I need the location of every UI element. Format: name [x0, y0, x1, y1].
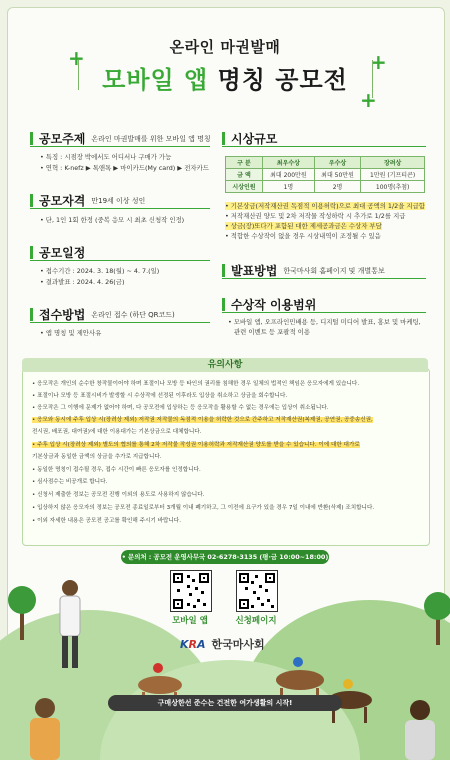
notice-line: 전시권, 배포권, 대여권)에 대한 이용대가는 기본상금으로 대체합니다. [32, 429, 202, 435]
plus-decoration-icon: + [68, 46, 85, 70]
divider [222, 146, 426, 147]
table-row [226, 169, 425, 181]
awards-note-1-text: • 기본상금(저작재산권 독점적 이용허락)으로 최대 공액의 1/2을 지급함 [225, 202, 425, 210]
topic-line-2: • 연혁 : K-nefz ▶ 톡앤톡 ▶ 마이카드(My card) ▶ 전자카드 [40, 164, 209, 172]
notice-line: • 동일한 명칭이 접수될 경우, 접수 시간이 빠른 응모자를 인정합니다. [32, 467, 201, 473]
section-announce-title [222, 262, 385, 279]
awards-header-row [226, 157, 425, 169]
divider [30, 260, 210, 261]
notice-line: 기본상금과 동일한 금액의 상금을 추가로 지급합니다. [32, 454, 162, 460]
title-black: 명칭 공모전 [217, 66, 348, 94]
awards-table [225, 156, 425, 193]
table-cell: 1만원 (기프티콘) [361, 169, 425, 181]
section-marker [222, 132, 225, 145]
method-line: • 앱 명칭 및 제안사유 [40, 329, 102, 337]
awards-note-2: • 저작재산권 양도 및 2차 저작물 작성하락 시 추가로 1/2를 지급 [225, 212, 406, 220]
divider [30, 146, 210, 147]
awards-note-3-text: • 상금(장)또다가 포함된 대한 제세공과금은 수상자 부담 [225, 222, 382, 230]
section-method-label: 접수방법 [39, 308, 86, 322]
usage-line-1: • 모바일 앱, 오프라인민배용 등, 디지털 미디어 발표, 홍보 및 마케팅, [228, 318, 421, 326]
divider [30, 322, 210, 323]
awards-header-cell: 구 분 [226, 157, 263, 169]
notice-title: 유의사항 [207, 360, 243, 370]
notice-line-text: • 주후 입상 시(장려상 제외) 별도의 협의를 통해 2차 저작물 작성권 이용허락과 저작재산권 양도를 받을 수 있습니다. 이에 대한 대가로 [32, 442, 360, 448]
person-icon [405, 700, 435, 760]
awards-note-3 [225, 222, 382, 231]
awards-header-cell: 우수상 [314, 157, 361, 169]
landscape-illustration [0, 560, 450, 760]
qr-code-application[interactable] [236, 570, 278, 612]
section-marker [30, 132, 33, 145]
slogan-banner: 구매상한선 준수는 건전한 여가생활의 시작! [108, 695, 342, 711]
person-icon [60, 580, 80, 668]
section-awards-label: 시상규모 [231, 132, 278, 146]
qr-label-application: 신청페이지 [235, 616, 277, 626]
section-marker [222, 298, 225, 311]
notice-line [32, 416, 373, 425]
section-eligibility-sub: 만19세 이상 성인 [91, 196, 146, 205]
kra-mark-r: R [188, 637, 198, 651]
qr-code-icon [237, 571, 277, 611]
awards-header-cell: 장려상 [361, 157, 425, 169]
qr-label-app: 모바일 앱 [172, 616, 208, 626]
eligibility-line: • 단, 1인 1회 한정 (중복 응모 시 최초 신청작 인정) [40, 216, 185, 224]
section-usage-label: 수상작 이용범위 [231, 298, 317, 312]
notice-line: • 신청서 제출한 정보는 공모전 진행 이외의 용도로 사용하지 않습니다. [32, 492, 205, 498]
section-topic-label: 공모주제 [39, 132, 86, 146]
section-marker [30, 194, 33, 207]
plus-decoration-icon: + [370, 50, 387, 74]
page-title [0, 60, 450, 95]
tree-icon [424, 592, 450, 645]
divider [30, 208, 210, 209]
table-cell: 100명(추첨) [361, 181, 425, 193]
kra-mark-k: K [180, 637, 189, 651]
notice-line-text: • 응모와 동시에 주후 입상 시(장려상 제외) 저작권 저작물의 독점적 이용을 허락한 것으로 간주하고 저작재산권(복제권, 공연권, 공중송신권, [32, 417, 373, 423]
section-schedule-label: 공모일정 [39, 246, 86, 260]
notice-line: • 이외 자세한 내용은 공모전 공고를 확인해 주시기 바랍니다. [32, 518, 181, 524]
section-usage-title [222, 296, 316, 313]
table-cell: 금 액 [226, 169, 263, 181]
kra-logo [180, 636, 265, 652]
notice-line [32, 441, 360, 450]
section-awards-title [222, 130, 277, 147]
awards-note-1 [225, 202, 425, 211]
section-topic-title [30, 130, 211, 147]
table-cell: 최대 200만원 [263, 169, 315, 181]
section-schedule-title [30, 244, 85, 261]
divider [222, 312, 426, 313]
person-icon [30, 698, 60, 760]
section-announce-label: 발표방법 [231, 264, 278, 278]
section-method-title [30, 306, 175, 323]
qr-code-icon [171, 571, 211, 611]
schedule-line-1: • 접수기간 : 2024. 3. 18(월) ~ 4. 7.(일) [40, 267, 160, 275]
section-method-sub: 온라인 접수 (하단 QR코드) [91, 310, 175, 319]
notice-line: • 응모작은 그 이행에 문제가 없어야 하며, 다 공모전에 입상하는 등 응모작을 활용할 수 없는 경우에는 입상이 취소됩니다. [32, 405, 329, 411]
table-cell: 최대 50만원 [314, 169, 361, 181]
section-marker [222, 264, 225, 277]
divider [222, 278, 426, 279]
kra-mark [180, 638, 206, 651]
table-row [226, 181, 425, 193]
kra-mark-a: A [197, 637, 206, 651]
notice-line: • 심사점수는 비공개로 합니다. [32, 479, 108, 485]
notice-line: • 입상하지 않은 응모자의 정보는 공모전 종료일로부터 3개월 이내 폐기하고, 그 이전에 요구가 있을 경우 7일 이내에 반환(삭제) 조치합니다. [32, 505, 375, 511]
section-announce-sub: 한국마사회 홈페이지 및 개별통보 [283, 266, 385, 275]
qr-code-app[interactable] [170, 570, 212, 612]
table-cell: 1명 [263, 181, 315, 193]
section-eligibility-title [30, 192, 145, 209]
topic-line-1: • 특징 : 시점장 박에서도 어디서나 구매가 가능 [40, 153, 172, 161]
tree-icon [8, 586, 36, 640]
notice-line: • 응모작은 개인의 순수한 창작물이어야 하며 표절이나 모방 등 타인의 권리를 침해한 경우 일체의 법적인 책임은 응모자에게 있습니다. [32, 381, 360, 387]
table-cell: 시상인원 [226, 181, 263, 193]
section-eligibility-label: 공모자격 [39, 194, 86, 208]
header-subtitle: 온라인 마권발매 [169, 38, 281, 56]
plus-decoration-icon: + [360, 88, 377, 112]
section-marker [30, 246, 33, 259]
contact-pill: • 문의처 : 공모전 운영사무국 02-6278-3135 (평·금 10:00~18:00) [121, 550, 329, 564]
awards-header-cell: 최우수상 [263, 157, 315, 169]
schedule-line-2: • 결과발표 : 2024. 4. 26(금) [40, 278, 125, 286]
notice-line: • 표절이나 모방 등 표절시비가 발생할 시 수상작에 선정된 이후라도 입상을 취소하고 상금을 회수합니다. [32, 393, 288, 399]
section-topic-sub: 온라인 마권발매를 위한 모바일 앱 명칭 [91, 134, 211, 143]
table-cell: 2명 [314, 181, 361, 193]
kra-name: 한국마사회 [211, 638, 265, 651]
section-marker [30, 308, 33, 321]
usage-line-2: 관련 이벤트 등 포괄적 이용 [234, 328, 311, 336]
title-green: 모바일 앱 [102, 66, 209, 94]
awards-note-4: • 적합한 수상작이 없을 경우 시상내역이 조정될 수 있음 [225, 232, 381, 240]
